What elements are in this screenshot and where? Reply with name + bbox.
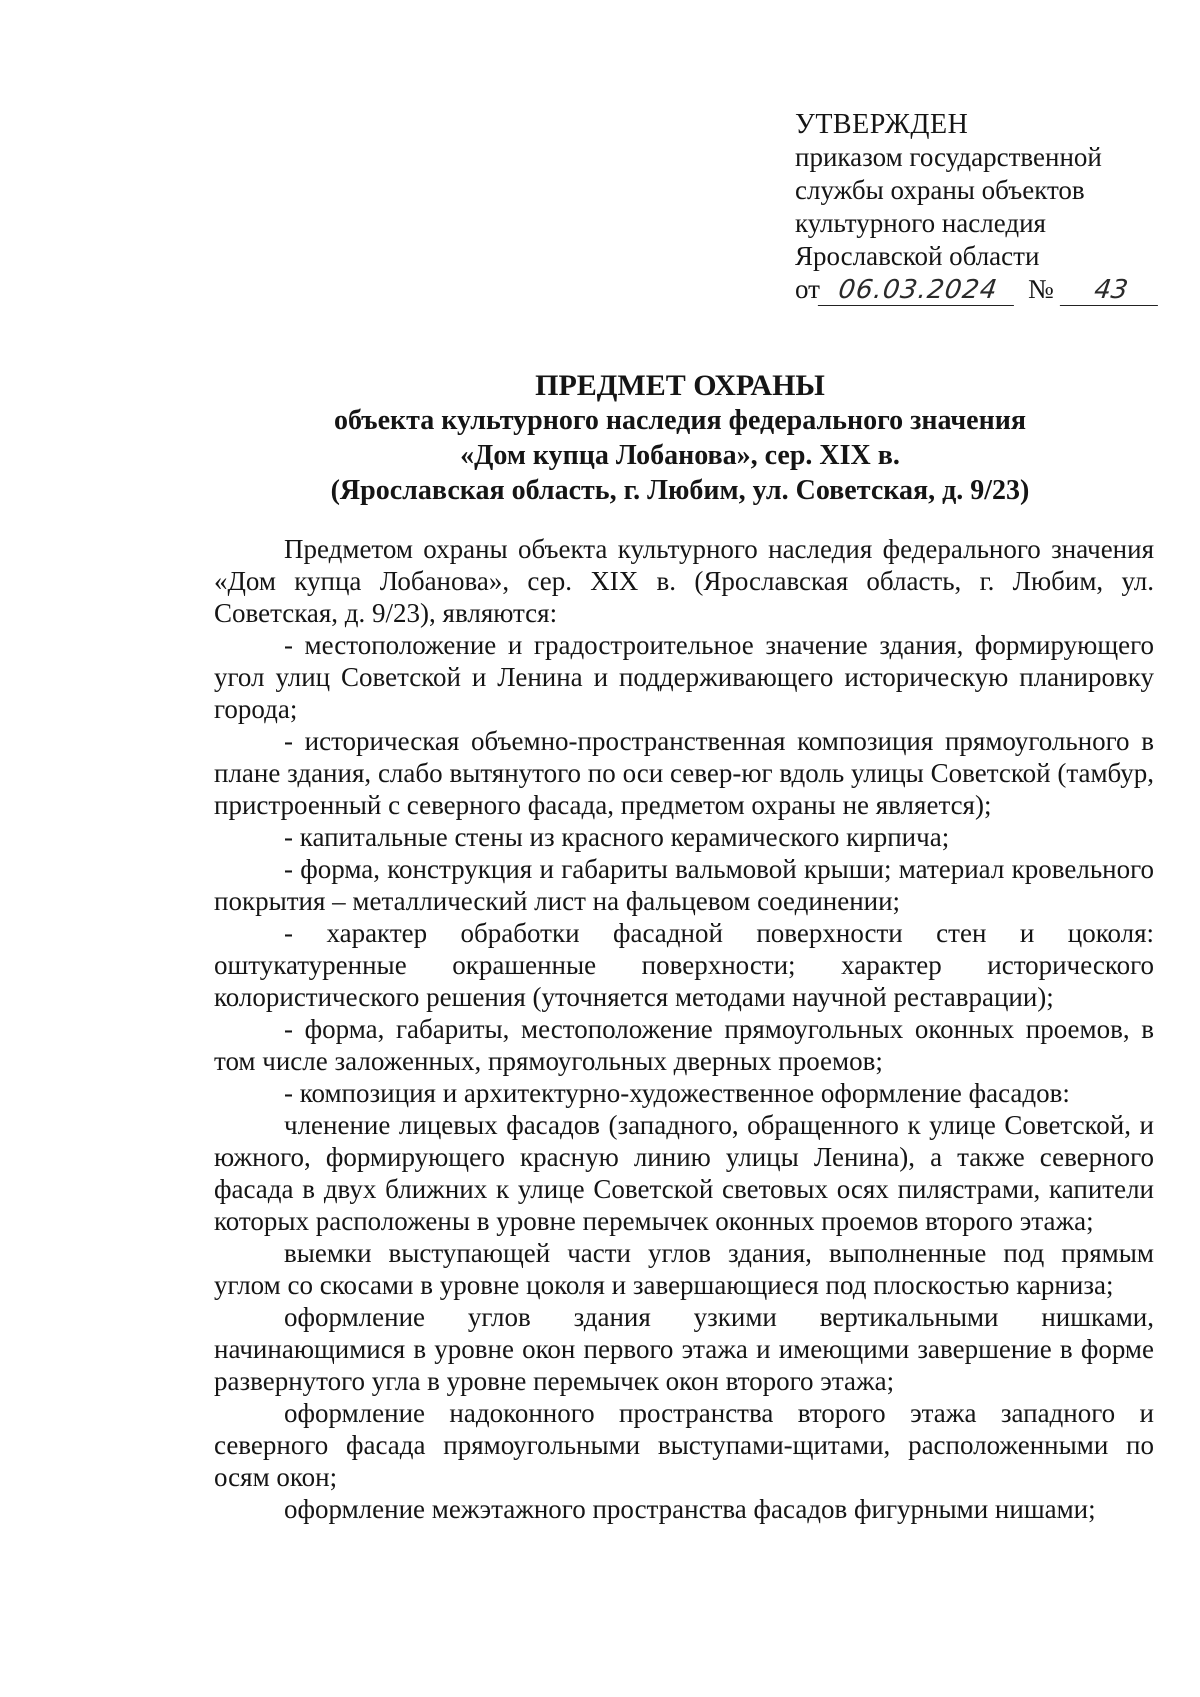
list-item: выемки выступающей части углов здания, выполненные под прямым углом со скосами в уровне цоколя и завершающиеся под плоскостью карниза; — [214, 1238, 1154, 1300]
list-item: - капитальные стены из красного керамического кирпича; — [284, 822, 950, 852]
list-item: - историческая объемно-пространственная композиция прямоугольного в плане здания, слабо вытянутого по оси север-юг вдоль улицы Советской (тамбур, пристроенный с северного фасада, предметом охраны не является); — [214, 726, 1154, 820]
list-item: - форма, габариты, местоположение прямоугольных оконных проемов, в том числе заложенных, прямоугольных дверных проемов; — [214, 1014, 1154, 1076]
list-item: оформление углов здания узкими вертикальными нишками, начинающимися в уровне окон первого этажа и имеющими завершение в форме развернутого угла в уровне перемычек окон второго этажа; — [214, 1302, 1154, 1396]
title-line-4: (Ярославская область, г. Любим, ул. Советская, д. 9/23) — [330, 475, 1030, 506]
title-line-1: ПРЕДМЕТ ОХРАНЫ — [535, 369, 825, 402]
handwritten-date: 06.03.2024 — [818, 275, 1018, 306]
title-line-3: «Дом купца Лобанова», сер. XIX в. — [460, 440, 900, 471]
approval-line-3: культурного наследия — [795, 208, 1046, 238]
approval-line-1: приказом государственной — [795, 142, 1102, 172]
approval-heading: УТВЕРЖДЕН — [795, 109, 969, 140]
handwritten-number: 43 — [1060, 275, 1162, 306]
list-item: - характер обработки фасадной поверхности стен и цоколя: оштукатуренные окрашенные поверхности; характер исторического колористического решения (уточняется методами научной реставрации); — [214, 918, 1154, 1012]
approval-block — [795, 108, 1155, 306]
approval-line-4: Ярославской области — [795, 241, 1040, 271]
list-item: членение лицевых фасадов (западного, обращенного к улице Советской, и южного, формирующего красную линию улицы Ленина), а также северного фасада в двух ближних к улице Советской световых осях пилястрами, капители которых расположены в уровне перемычек оконных проемов второго этажа; — [214, 1110, 1154, 1236]
document-body — [214, 533, 1154, 1525]
list-item: оформление межэтажного пространства фасадов фигурными нишами; — [284, 1494, 1096, 1524]
list-item: - композиция и архитектурно-художественное оформление фасадов: — [284, 1078, 1070, 1108]
list-item: оформление надоконного пространства второго этажа западного и северного фасада прямоугольными выступами-щитами, расположенными по осям окон; — [214, 1398, 1154, 1492]
date-prefix: от — [795, 274, 820, 304]
document-title — [210, 368, 1150, 508]
list-item: - местоположение и градостроительное значение здания, формирующего угол улиц Советской и Ленина и поддерживающего историческую планировку города; — [214, 630, 1154, 724]
approval-line-2: службы охраны объектов — [795, 175, 1085, 205]
list-item: - форма, конструкция и габариты вальмовой крыши; материал кровельного покрытия – металлический лист на фальцевом соединении; — [214, 854, 1154, 916]
intro-paragraph: Предметом охраны объекта культурного наследия федерального значения «Дом купца Лобанова», сер. XIX в. (Ярославская область, г. Любим, ул. Советская, д. 9/23), являются: — [214, 534, 1154, 628]
number-sign: № — [1027, 274, 1054, 304]
approval-date-line — [795, 273, 1155, 306]
title-line-2: объекта культурного наследия федерального значения — [333, 405, 1027, 436]
